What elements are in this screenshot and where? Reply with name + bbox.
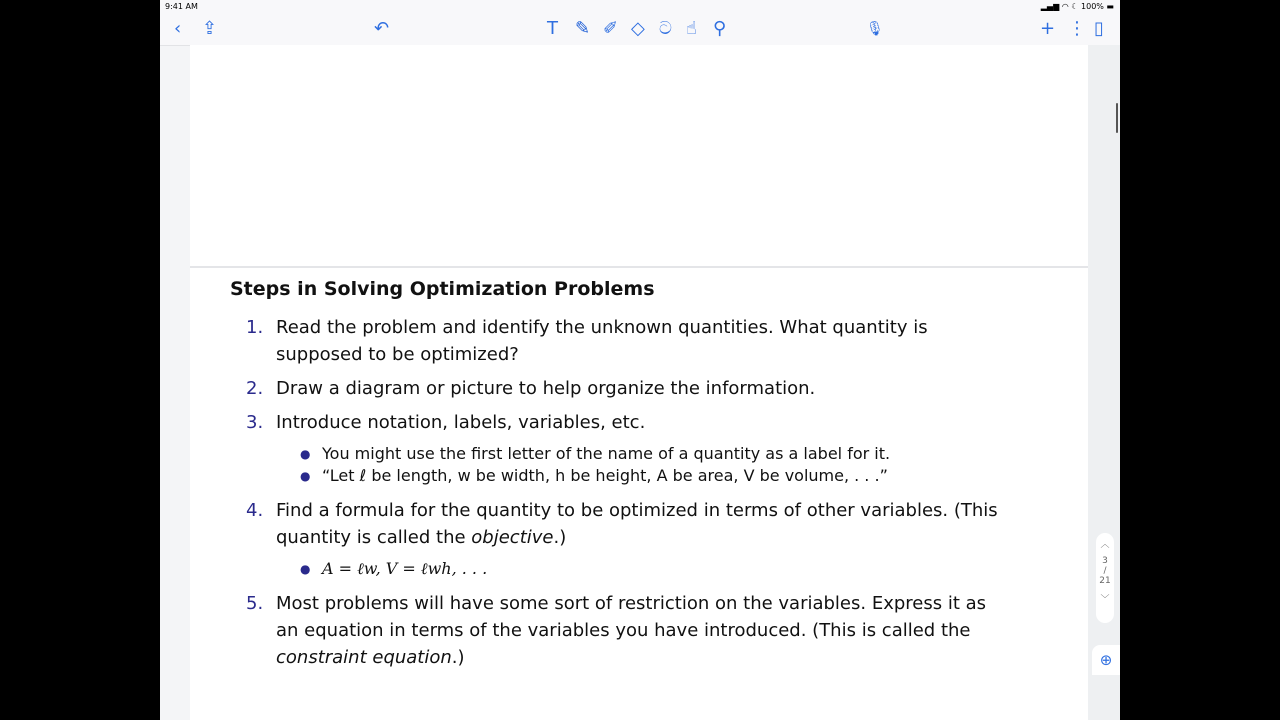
- page-indicator: [1096, 533, 1114, 623]
- hand-icon[interactable]: ☝: [686, 18, 697, 39]
- bullet-text: You might use the first letter of the name of a quantity as a label for it.: [322, 444, 891, 463]
- bullet-text: “Let ℓ be length, w be width, h be height, A be area, V be volume, . . .”: [322, 466, 888, 485]
- page-down-icon[interactable]: ﹀: [1100, 595, 1110, 605]
- formula: A = ℓw, V = ℓwh, . . .: [322, 559, 488, 578]
- lasso-icon[interactable]: ට: [659, 18, 672, 39]
- eraser-icon[interactable]: ◇: [631, 18, 645, 39]
- step-text: Read the problem and identify the unknown quantities. What quantity is supposed to be optimized?: [276, 317, 928, 365]
- zoom-icon[interactable]: ⊕: [1092, 645, 1120, 675]
- step-text: Draw a diagram or picture to help organize the information.: [276, 378, 816, 399]
- step-text: Find a formula for the quantity to be optimized in terms of other variables. (This quantity is called the: [276, 500, 998, 548]
- section-heading: Steps in Solving Optimization Problems: [230, 278, 655, 300]
- clock: 9:41 AM: [165, 2, 198, 11]
- step-text: .): [553, 527, 567, 548]
- step-text: .): [451, 647, 465, 668]
- sub-bullet: ● You might use the first letter of the name of a quantity as a label for it.: [300, 444, 891, 463]
- step-text: Most problems will have some sort of restriction on the variables. Express it as an equation in terms of the variables you have introduced. (This is called the: [276, 593, 987, 641]
- step-item: [230, 375, 1010, 402]
- document-content: [230, 278, 1010, 678]
- pen-tool-icon[interactable]: ✎: [575, 18, 591, 39]
- more-icon[interactable]: ⋮: [1068, 18, 1086, 39]
- step-number: 3.: [246, 412, 264, 433]
- highlighter-icon[interactable]: ✐: [603, 18, 619, 39]
- step-item: [230, 497, 1010, 551]
- share-icon[interactable]: ⇪: [202, 18, 218, 39]
- step-item: [230, 590, 1010, 671]
- step-text: Introduce notation, labels, variables, etc.: [276, 412, 646, 433]
- add-icon[interactable]: +: [1040, 18, 1056, 39]
- link-icon[interactable]: ⚲: [713, 18, 727, 39]
- page-separator-slash: /: [1103, 566, 1107, 576]
- microphone-icon[interactable]: 🎙: [866, 21, 884, 37]
- sub-bullet: ● “Let ℓ be length, w be width, h be height, A be area, V be volume, . . .”: [300, 466, 888, 485]
- sub-bullet: ● A = ℓw, V = ℓwh, . . .: [300, 559, 488, 578]
- step-item: [230, 314, 1010, 368]
- toolbar: [160, 14, 1120, 46]
- step-item: [230, 409, 1010, 436]
- status-bar: [160, 0, 1120, 14]
- back-chevron-icon[interactable]: ‹: [174, 18, 182, 39]
- undo-icon[interactable]: ↶: [374, 18, 390, 39]
- scroll-thumb[interactable]: [1116, 103, 1118, 133]
- text-tool-icon[interactable]: T: [547, 18, 558, 39]
- pages-icon[interactable]: ▯: [1094, 18, 1104, 39]
- battery-indicator: ▂▄▆ ◠ ☾ 100% ▬: [1040, 2, 1114, 11]
- notes-app: [160, 0, 1120, 720]
- total-pages: 21: [1099, 576, 1111, 586]
- step-number: 2.: [246, 378, 264, 399]
- step-number: 5.: [246, 593, 264, 614]
- emphasis: objective: [471, 527, 554, 548]
- current-page: 3: [1102, 556, 1108, 566]
- step-number: 4.: [246, 500, 264, 521]
- page-up-icon[interactable]: ︿: [1100, 540, 1110, 550]
- emphasis: constraint equation: [276, 647, 452, 668]
- page-separator: [190, 266, 1088, 268]
- step-number: 1.: [246, 317, 264, 338]
